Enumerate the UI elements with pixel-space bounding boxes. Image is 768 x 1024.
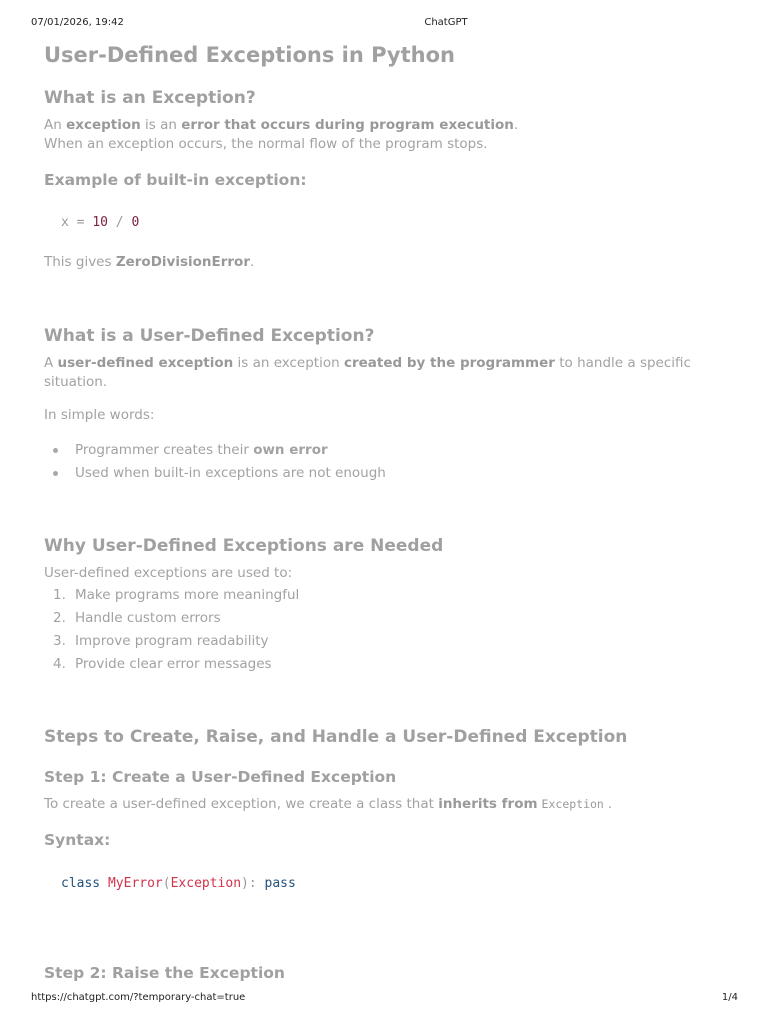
text: . [513, 117, 519, 133]
code-token: = [68, 215, 93, 230]
document-title: User-Defined Exceptions in Python [44, 43, 455, 67]
heading-syntax: Syntax: [44, 831, 111, 849]
bullet-icon [53, 471, 58, 476]
text: A [44, 355, 58, 371]
text: This gives [44, 254, 116, 270]
code-token: MyError [107, 876, 163, 891]
code-token: 10 [92, 215, 108, 230]
heading-why-needed: Why User-Defined Exceptions are Needed [44, 536, 444, 556]
bold-text: exception [66, 117, 141, 133]
bullet-icon [53, 448, 58, 453]
text: Improve program readability [75, 633, 269, 649]
text: . [607, 796, 613, 812]
list-item [44, 586, 299, 609]
code-token: 0 [131, 215, 140, 230]
paragraph-step1 [44, 795, 724, 814]
paragraph-used-to: User-defined exceptions are used to: [44, 565, 293, 581]
code-token: / [107, 215, 132, 230]
list-item [44, 609, 299, 632]
list-number: 4. [53, 656, 66, 672]
text: An [44, 117, 67, 133]
text: is an [140, 117, 182, 133]
text: When an exception occurs, the normal flow of the program stops. [44, 136, 488, 152]
list-item [44, 464, 386, 487]
heading-step2: Step 2: Raise the Exception [44, 964, 285, 982]
bullet-list [44, 441, 386, 487]
text: Provide clear error messages [75, 656, 272, 672]
paragraph-zero-division [44, 253, 724, 272]
code-block-division [61, 215, 139, 230]
heading-user-defined-exception: What is a User-Defined Exception? [44, 326, 375, 346]
heading-step1: Step 1: Create a User-Defined Exception [44, 768, 397, 786]
code-token: x [61, 215, 69, 230]
bold-text: own error [253, 442, 328, 458]
text: Used when built-in exceptions are not enough [75, 465, 386, 481]
bold-text: inherits from [438, 796, 538, 812]
print-page-number: 1/4 [721, 992, 738, 1003]
paragraph-exception-definition [44, 116, 724, 154]
text: Make programs more meaningful [75, 587, 300, 603]
list-item [44, 441, 386, 464]
bold-text: created by the programmer [343, 355, 555, 371]
paragraph-simple-words: In simple words: [44, 407, 155, 423]
print-title: ChatGPT [424, 17, 468, 28]
code-token: Exception [170, 876, 242, 891]
text: Handle custom errors [75, 610, 221, 626]
text: is an exception [233, 355, 344, 371]
list-item [44, 655, 299, 678]
print-datetime: 07/01/2026, 19:42 [31, 17, 124, 28]
print-url: https://chatgpt.com/?temporary-chat=true [31, 992, 246, 1003]
heading-what-is-exception: What is an Exception? [44, 88, 256, 108]
bold-text: error that occurs during program execution [181, 117, 514, 133]
code-block-class [61, 876, 296, 891]
code-token: class [61, 876, 101, 891]
print-footer [0, 992, 768, 1006]
heading-builtin-example: Example of built-in exception: [44, 171, 307, 189]
paragraph-user-defined-definition [44, 354, 724, 392]
print-header [0, 17, 768, 31]
list-number: 1. [53, 587, 66, 603]
heading-steps: Steps to Create, Raise, and Handle a User-Defined Exception [44, 727, 628, 747]
text: to handle a specific situation. [44, 355, 691, 390]
code-token: pass [264, 876, 296, 891]
bold-text: ZeroDivisionError [115, 254, 250, 270]
list-number: 3. [53, 633, 66, 649]
text: Programmer creates their [75, 442, 254, 458]
numbered-list [44, 586, 299, 678]
code-token: ): [241, 876, 257, 891]
code-token: ( [162, 876, 171, 891]
text: . [249, 254, 255, 270]
list-item [44, 632, 299, 655]
text: To create a user-defined exception, we create a class that [44, 796, 439, 812]
inline-code: Exception [541, 797, 604, 811]
bold-text: user-defined exception [57, 355, 234, 371]
list-number: 2. [53, 610, 66, 626]
